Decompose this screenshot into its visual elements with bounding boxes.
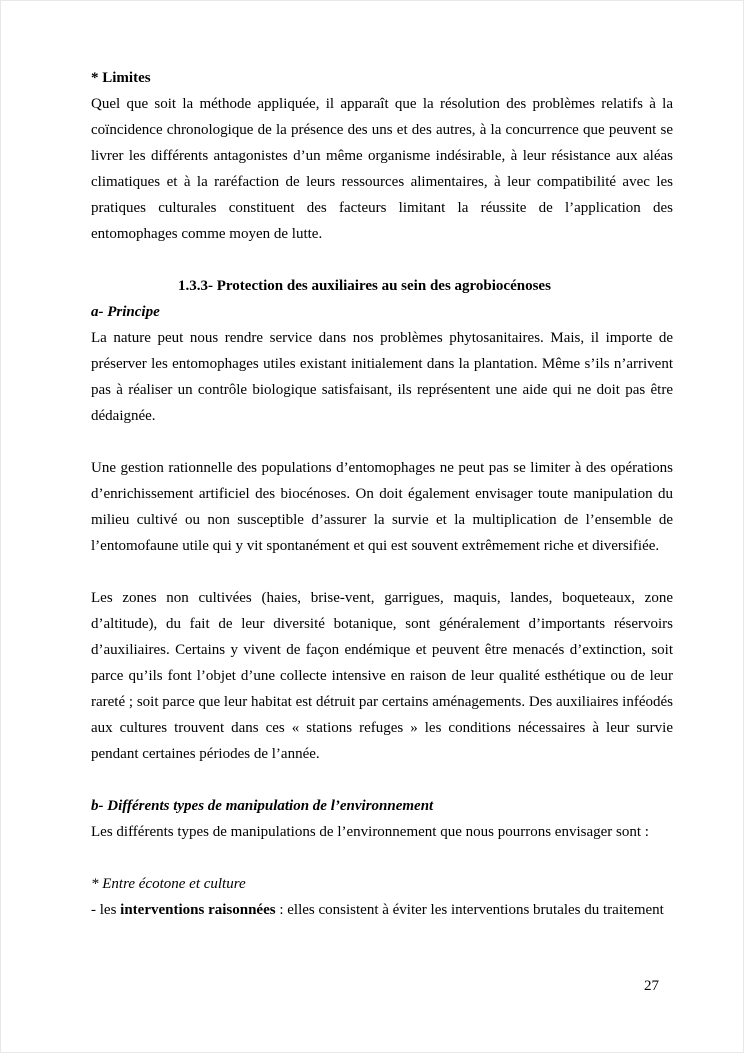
page-content xyxy=(91,65,673,923)
gestion-paragraph: Une gestion rationnelle des populations d’entomophages ne peut pas se limiter à des opérations d’enrichissement artificiel des biocénoses. On doit également envisager toute manipulation du milieu cultivé ou non susceptible d’assurer la survie et la multiplication de l’ensemble de l’entomofaune utile qui y vit spontanément et qui est souvent extrêmement riche et diversifiée. xyxy=(91,460,673,554)
types-heading: b- Différents types de manipulation de l’environnement xyxy=(91,798,434,814)
interventions-bold-term: interventions raisonnées xyxy=(120,902,276,918)
interventions-suffix: : elles consistent à éviter les interventions brutales du traitement xyxy=(275,902,664,918)
page-number: 27 xyxy=(644,978,659,994)
interventions-line xyxy=(91,897,673,923)
limites-heading: * Limites xyxy=(91,70,151,86)
ecotone-heading: * Entre écotone et culture xyxy=(91,876,246,892)
limites-paragraph: Quel que soit la méthode appliquée, il apparaît que la résolution des problèmes relatifs à la coïncidence chronologique de la présence des uns et des autres, à la concurrence que peuvent se livrer les différents antagonistes d’un même organisme indésirable, à leur résistance aux aléas climatiques et à la raréfaction de leurs ressources alimentaires, à leur compatibilité avec les pratiques culturales constituent des facteurs limitant la réussite de l’application des entomophages comme moyen de lutte. xyxy=(91,96,673,242)
principe-paragraph: La nature peut nous rendre service dans nos problèmes phytosanitaires. Mais, il importe de préserver les entomophages utiles existant initialement dans la plantation. Même s’ils n’arrivent pas à réaliser un contrôle biologique satisfaisant, ils représentent une aide qui ne doit pas être dédaignée. xyxy=(91,330,673,424)
zones-paragraph: Les zones non cultivées (haies, brise-vent, garrigues, maquis, landes, boqueteaux, zone d’altitude), du fait de leur diversité botanique, sont généralement d’importants réservoirs d’auxiliaires. Certains y vivent de façon endémique et peuvent être menacés d’extinction, soit parce qu’ils font l’objet d’une collecte intensive en raison de leur qualité esthétique ou de leur rareté ; soit parce que leur habitat est détruit par certains aménagements. Des auxiliaires inféodés aux cultures trouvent dans ces « stations refuges » les conditions nécessaires à leur survie pendant certaines périodes de l’année. xyxy=(91,590,673,762)
types-paragraph: Les différents types de manipulations de l’environnement que nous pourrons envisager sont : xyxy=(91,824,649,840)
interventions-prefix: - les xyxy=(91,902,121,918)
principe-heading: a- Principe xyxy=(91,304,160,320)
section-heading-1-3-3: 1.3.3- Protection des auxiliaires au sein des agrobiocénoses xyxy=(178,278,551,294)
